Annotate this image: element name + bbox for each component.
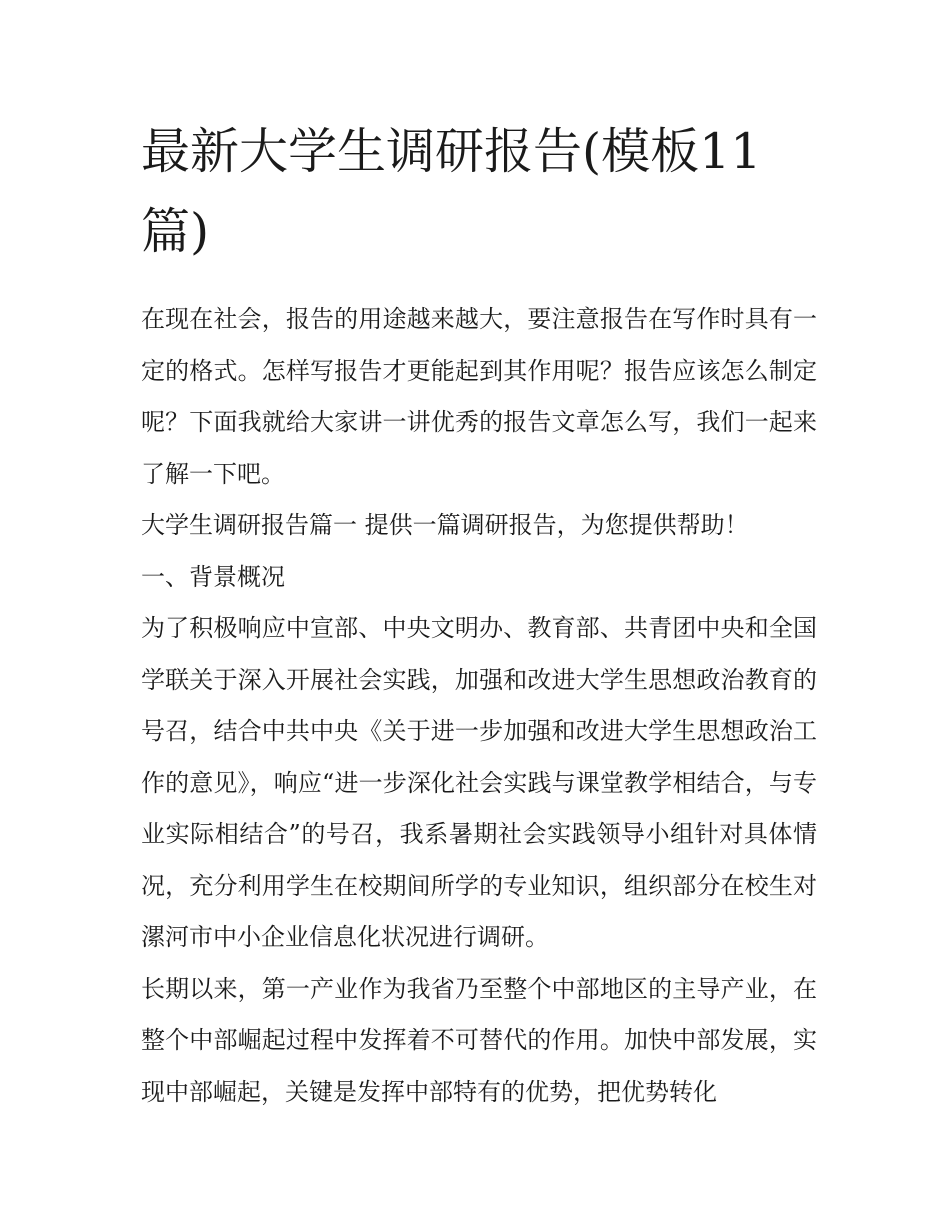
- background-paragraph: 为了积极响应中宣部、中央文明办、教育部、共青团中央和全国学联关于深入开展社会实践，加强和改进大学生思想政治教育的号召，结合中共中央《关于进一步加强和改进大学生思想政治工作的意见》，响应“进一步深化社会实践与课堂教学相结合，与专业实际相结合”的号召，我系暑期社会实践领导小组针对具体情况，充分利用学生在校期间所学的专业知识，组织部分在校生对漯河市中小企业信息化状况进行调研。: [141, 614, 817, 951]
- document-body: [141, 112, 817, 1118]
- section-heading-report-one: 大学生调研报告篇一 提供一篇调研报告，为您提供帮助！: [141, 511, 749, 539]
- intro-paragraph: 在现在社会，报告的用途越来越大，要注意报告在写作时具有一定的格式。怎样写报告才更能起到其作用呢？报告应该怎么制定呢？下面我就给大家讲一讲优秀的报告文章怎么写，我们一起来了解一下吧。: [141, 305, 817, 488]
- industry-paragraph: 长期以来，第一产业作为我省乃至整个中部地区的主导产业，在整个中部崛起过程中发挥着不可替代的作用。加快中部发展，实现中部崛起，关键是发挥中部特有的优势，把优势转化: [141, 974, 817, 1106]
- document-title: 最新大学生调研报告(模板11篇): [141, 123, 762, 260]
- section-heading-background: 一、背景概况: [141, 562, 285, 591]
